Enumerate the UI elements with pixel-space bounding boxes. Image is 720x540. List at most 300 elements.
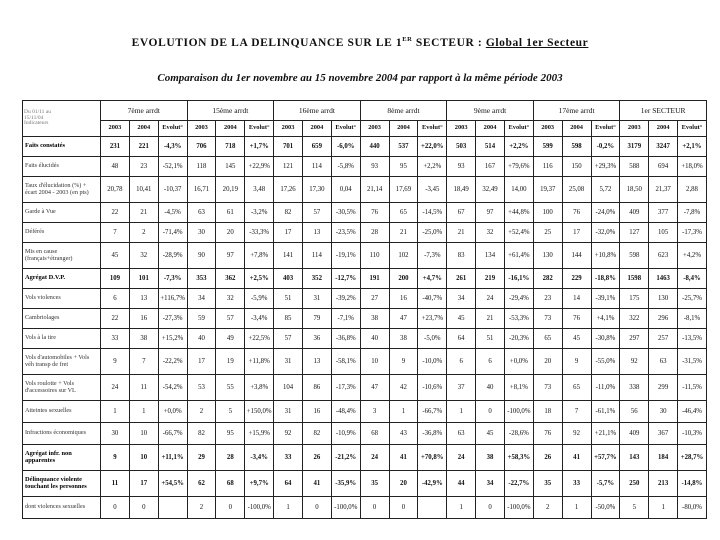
row-label: Déférés (23, 223, 101, 243)
table-cell: 23 (129, 157, 158, 177)
table-cell: -7,3% (418, 243, 447, 269)
subheader-cell: 2003 (447, 121, 476, 137)
table-cell: 0 (476, 401, 505, 423)
table-cell: 1 (101, 401, 130, 423)
corner-mid: 15/11/04 (24, 114, 44, 121)
table-cell: 57 (302, 203, 331, 223)
table-cell: 65 (533, 329, 562, 349)
table-cell: -58,1% (331, 349, 360, 375)
table-cell: -5,9% (245, 289, 274, 309)
group-header: 16ème arrdt (274, 101, 361, 121)
table-cell: 33 (562, 471, 591, 497)
table-cell: 102 (389, 243, 418, 269)
table-cell: 1598 (620, 269, 649, 289)
table-cell: 409 (620, 423, 649, 445)
table-cell: -12,7% (331, 269, 360, 289)
table-cell: 82 (274, 203, 303, 223)
table-cell: 76 (562, 309, 591, 329)
table-cell: 598 (620, 243, 649, 269)
table-cell: 64 (447, 329, 476, 349)
table-cell: 20,19 (216, 177, 245, 203)
table-cell: 9 (101, 445, 130, 471)
header-row-years (23, 121, 707, 137)
subheader-cell: 2004 (476, 121, 505, 137)
table-cell: 299 (649, 375, 678, 401)
table-cell: 17,69 (389, 177, 418, 203)
table-cell: 1 (562, 497, 591, 519)
table-cell: 26 (302, 445, 331, 471)
table-cell: 109 (101, 269, 130, 289)
table-cell: 0 (101, 497, 130, 519)
table-cell: +0,0% (158, 401, 187, 423)
table-cell: 1 (129, 401, 158, 423)
table-corner (23, 101, 101, 137)
table-cell: -13,5% (678, 329, 707, 349)
subheader-cell: 2004 (302, 121, 331, 137)
table-cell: 93 (360, 157, 389, 177)
table-cell: +15,9% (245, 423, 274, 445)
table-cell (158, 497, 187, 519)
table-cell: 57 (274, 329, 303, 349)
table-cell: 353 (187, 269, 216, 289)
table-cell: 55 (216, 375, 245, 401)
table-cell: 16 (129, 309, 158, 329)
table-cell: 26 (533, 445, 562, 471)
table-cell: 409 (620, 203, 649, 223)
row-label: Agrégat D.V.P. (23, 269, 101, 289)
table-cell: -11,5% (678, 375, 707, 401)
table-cell: +1,7% (245, 137, 274, 157)
table-row (23, 349, 707, 375)
table-cell: 2 (533, 497, 562, 519)
table-cell: 92 (562, 423, 591, 445)
table-cell: 1 (649, 497, 678, 519)
table-cell: 3247 (649, 137, 678, 157)
table-cell: -10,3% (678, 423, 707, 445)
table-cell: 0 (216, 497, 245, 519)
table-cell: 76 (562, 203, 591, 223)
group-header: 1er SECTEUR (620, 101, 707, 121)
row-label: Vols d'automobiles + Vols véh transp de fret (23, 349, 101, 375)
table-cell: 0 (302, 497, 331, 519)
table-cell: 95 (216, 423, 245, 445)
subheader-cell: 2004 (649, 121, 678, 137)
table-cell: -5,8% (331, 157, 360, 177)
subheader-cell: 2004 (389, 121, 418, 137)
table-cell: +22,0% (418, 137, 447, 157)
table-cell: -10,0% (418, 349, 447, 375)
table-cell: -22,7% (504, 471, 533, 497)
table-cell: -46,4% (678, 401, 707, 423)
table-cell: -0,2% (591, 137, 620, 157)
table-cell: 20 (533, 349, 562, 375)
table-cell: 659 (302, 137, 331, 157)
table-cell: 403 (274, 269, 303, 289)
table-cell: 56 (620, 401, 649, 423)
table-row (23, 269, 707, 289)
table-cell: 97 (476, 203, 505, 223)
table-cell: +3,8% (245, 375, 274, 401)
table-cell: +18,0% (678, 157, 707, 177)
table-cell: 73 (533, 375, 562, 401)
table-cell: +2,2% (418, 157, 447, 177)
table-cell: -3,2% (245, 203, 274, 223)
table-cell: +150,0% (245, 401, 274, 423)
row-label: Faits constatés (23, 137, 101, 157)
table-cell: 0 (129, 497, 158, 519)
table-cell: 2 (129, 223, 158, 243)
table-cell: +7,8% (245, 243, 274, 269)
row-label: Vols roulotte + Vols d'accessoires sur VL (23, 375, 101, 401)
table-cell: 21 (389, 223, 418, 243)
table-cell: -53,3% (504, 309, 533, 329)
table-cell: 32 (129, 243, 158, 269)
statistics-table (22, 100, 707, 519)
table-row (23, 329, 707, 349)
table-cell: 221 (129, 137, 158, 157)
table-cell: 19 (216, 349, 245, 375)
table-cell: 11 (101, 471, 130, 497)
table-cell: 9 (389, 349, 418, 375)
table-cell: +22,9% (245, 157, 274, 177)
table-cell: 229 (562, 269, 591, 289)
table-cell: 167 (476, 157, 505, 177)
subheader-cell: 2004 (216, 121, 245, 137)
table-row (23, 223, 707, 243)
subheader-cell: 2003 (533, 121, 562, 137)
table-cell: +22,5% (245, 329, 274, 349)
table-cell: 59 (187, 309, 216, 329)
table-cell: 352 (302, 269, 331, 289)
table-cell: 7 (562, 401, 591, 423)
table-cell: 17 (187, 349, 216, 375)
table-cell: 25 (533, 223, 562, 243)
table-cell: -32,0% (591, 223, 620, 243)
table-cell: 24 (360, 445, 389, 471)
table-cell: 105 (649, 223, 678, 243)
table-cell: 17 (562, 223, 591, 243)
table-cell: -66,7% (418, 401, 447, 423)
table-cell: 150 (562, 157, 591, 177)
table-cell: 49 (216, 329, 245, 349)
table-cell: 0 (389, 497, 418, 519)
table-cell: -54,2% (158, 375, 187, 401)
table-cell: -28,9% (158, 243, 187, 269)
table-cell: 51 (476, 329, 505, 349)
table-cell (418, 497, 447, 519)
table-cell: 95 (389, 157, 418, 177)
table-cell: +8,1% (504, 375, 533, 401)
table-cell: 14 (562, 289, 591, 309)
table-cell: 623 (649, 243, 678, 269)
table-cell: -3,4% (245, 309, 274, 329)
table-cell: 63 (447, 423, 476, 445)
table-cell: -5,0% (418, 329, 447, 349)
table-cell: 35 (533, 471, 562, 497)
table-cell: 3179 (620, 137, 649, 157)
table-cell: 30 (187, 223, 216, 243)
table-cell: 282 (533, 269, 562, 289)
table-cell: 21 (447, 223, 476, 243)
table-cell: +58,3% (504, 445, 533, 471)
table-cell: 13 (302, 223, 331, 243)
table-cell: 21 (476, 309, 505, 329)
row-label: Atteintes sexuelles (23, 401, 101, 423)
table-cell: 116 (533, 157, 562, 177)
table-cell: -10,9% (331, 423, 360, 445)
table-cell: 40 (187, 329, 216, 349)
table-cell: 31 (274, 401, 303, 423)
table-cell: 9 (101, 349, 130, 375)
table-cell: -100,0% (504, 401, 533, 423)
table-cell: -100,0% (245, 497, 274, 519)
table-cell: 34 (476, 471, 505, 497)
subheader-cell: Evolut° (591, 121, 620, 137)
table-cell: 2 (187, 401, 216, 423)
table-cell: 184 (649, 445, 678, 471)
table-cell: 76 (533, 423, 562, 445)
table-cell: 7 (129, 349, 158, 375)
table-cell: -35,9% (331, 471, 360, 497)
table-cell: -30,8% (591, 329, 620, 349)
document-title (0, 36, 720, 49)
table-cell: 261 (447, 269, 476, 289)
table-cell: -19,1% (331, 243, 360, 269)
row-label: Vols violences (23, 289, 101, 309)
table-cell: +21,1% (591, 423, 620, 445)
table-cell: 24 (476, 289, 505, 309)
table-cell: 145 (216, 157, 245, 177)
table-cell: 440 (360, 137, 389, 157)
table-cell: 718 (216, 137, 245, 157)
table-cell: 30 (101, 423, 130, 445)
table-cell: 63 (649, 349, 678, 375)
table-cell: -7,1% (331, 309, 360, 329)
subheader-cell: 2003 (187, 121, 216, 137)
table-cell: 28 (360, 223, 389, 243)
table-row (23, 471, 707, 497)
table-cell: 6 (447, 349, 476, 375)
table-cell: -52,1% (158, 157, 187, 177)
subheader-cell: 2003 (274, 121, 303, 137)
table-cell: 7 (101, 223, 130, 243)
group-header: 9ème arrdt (447, 101, 534, 121)
table-cell: 73 (533, 309, 562, 329)
table-cell: -21,2% (331, 445, 360, 471)
table-cell: +4,2% (678, 243, 707, 269)
table-cell: 28 (216, 445, 245, 471)
table-cell: 30 (649, 401, 678, 423)
table-cell: 29 (187, 445, 216, 471)
table-cell: 20,78 (101, 177, 130, 203)
table-row (23, 497, 707, 519)
header-row-groups (23, 101, 707, 121)
subheader-cell: 2004 (562, 121, 591, 137)
table-cell: -36,8% (331, 329, 360, 349)
table-cell: +2,5% (245, 269, 274, 289)
table-cell: 503 (447, 137, 476, 157)
table-cell: 6 (476, 349, 505, 375)
table-cell: -14,8% (678, 471, 707, 497)
table-cell: 17,30 (302, 177, 331, 203)
table-cell: 20 (216, 223, 245, 243)
table-cell: -11,0% (591, 375, 620, 401)
table-cell: 130 (649, 289, 678, 309)
table-cell: 377 (649, 203, 678, 223)
table-cell: 45 (562, 329, 591, 349)
table-cell: +29,3% (591, 157, 620, 177)
table-cell: +61,4% (504, 243, 533, 269)
table-cell: -55,0% (591, 349, 620, 375)
table-cell: 41 (562, 445, 591, 471)
table-cell: +116,7% (158, 289, 187, 309)
table-cell: 219 (476, 269, 505, 289)
table-cell: -4,5% (158, 203, 187, 223)
table-cell: -71,4% (158, 223, 187, 243)
table-cell: 144 (562, 243, 591, 269)
table-cell: 1 (389, 401, 418, 423)
subheader-cell: Evolut° (678, 121, 707, 137)
table-cell: 11 (129, 375, 158, 401)
row-label: dont violences sexuelles (23, 497, 101, 519)
table-cell: 33 (274, 445, 303, 471)
table-cell: 47 (389, 309, 418, 329)
table-cell: 47 (360, 375, 389, 401)
table-cell: 42 (389, 375, 418, 401)
table-cell: 67 (447, 203, 476, 223)
table-cell: 257 (649, 329, 678, 349)
table-cell: 114 (302, 157, 331, 177)
table-cell: 10 (129, 445, 158, 471)
table-cell: 20 (389, 471, 418, 497)
table-cell: 10,41 (129, 177, 158, 203)
table-cell: 86 (302, 375, 331, 401)
group-header: 15ème arrdt (187, 101, 274, 121)
table-cell: 191 (360, 269, 389, 289)
table-cell: 48 (101, 157, 130, 177)
table-cell: 10 (360, 349, 389, 375)
table-cell: -100,0% (504, 497, 533, 519)
table-cell: +54,5% (158, 471, 187, 497)
table-cell: 10 (129, 423, 158, 445)
table-cell: 64 (274, 471, 303, 497)
table-cell: 1463 (649, 269, 678, 289)
table-cell: 82 (187, 423, 216, 445)
table-cell: 0 (360, 497, 389, 519)
table-cell: -48,4% (331, 401, 360, 423)
table-cell: 6 (101, 289, 130, 309)
table-cell: 82 (302, 423, 331, 445)
table-cell: -8,4% (678, 269, 707, 289)
table-cell: +9,7% (245, 471, 274, 497)
document-subtitle: Comparaison du 1er novembre au 15 novembre 2004 par rapport à la même période 2003 (157, 72, 563, 84)
table-cell: -17,3% (331, 375, 360, 401)
table-cell: -66,7% (158, 423, 187, 445)
table-cell: -25,0% (418, 223, 447, 243)
row-label: Cambriolages (23, 309, 101, 329)
table-cell: 338 (620, 375, 649, 401)
table-cell: -29,4% (504, 289, 533, 309)
row-label: Garde à Vue (23, 203, 101, 223)
table-cell: 706 (187, 137, 216, 157)
table-cell: -31,5% (678, 349, 707, 375)
table-cell: 141 (274, 243, 303, 269)
table-cell: 250 (620, 471, 649, 497)
row-label: Mis en cause (français+étranger) (23, 243, 101, 269)
table-cell: 27 (360, 289, 389, 309)
table-cell: 22 (101, 203, 130, 223)
table-cell: 24 (447, 445, 476, 471)
table-cell: 143 (620, 445, 649, 471)
table-cell: 38 (360, 309, 389, 329)
table-row (23, 423, 707, 445)
table-cell: 17 (274, 223, 303, 243)
table-cell: 16 (302, 401, 331, 423)
table-cell: 38 (476, 445, 505, 471)
table-cell: -24,0% (591, 203, 620, 223)
group-header: 7ème arrdt (101, 101, 188, 121)
table-cell: 118 (187, 157, 216, 177)
table-cell: 130 (533, 243, 562, 269)
table-row (23, 137, 707, 157)
table-cell: +70,8% (418, 445, 447, 471)
table-cell: 17,26 (274, 177, 303, 203)
table-cell: -39,2% (331, 289, 360, 309)
table-cell: 38 (129, 329, 158, 349)
table-cell: 33 (101, 329, 130, 349)
subheader-cell: Evolut° (331, 121, 360, 137)
table-cell: 0 (476, 497, 505, 519)
table-cell: 17 (129, 471, 158, 497)
table-cell: +4,7% (418, 269, 447, 289)
subheader-cell: Evolut° (418, 121, 447, 137)
table-cell: +15,2% (158, 329, 187, 349)
table-cell: -7,3% (158, 269, 187, 289)
table-cell: 537 (389, 137, 418, 157)
row-label: Agrégat infr. non apparentes (23, 445, 101, 471)
table-cell: 45 (476, 423, 505, 445)
table-cell: +11,8% (245, 349, 274, 375)
table-cell: 701 (274, 137, 303, 157)
table-cell: 90 (187, 243, 216, 269)
table-cell: -23,5% (331, 223, 360, 243)
table-cell: 2,88 (678, 177, 707, 203)
table-row (23, 157, 707, 177)
table-row (23, 203, 707, 223)
table-cell: +79,6% (504, 157, 533, 177)
table-cell: 3 (360, 401, 389, 423)
table-cell: 31 (302, 289, 331, 309)
table-cell: 32 (476, 223, 505, 243)
table-cell: 51 (274, 289, 303, 309)
table-cell: -3,45 (418, 177, 447, 203)
table-cell: 41 (389, 445, 418, 471)
table-cell: 34 (447, 289, 476, 309)
table-cell: +23,7% (418, 309, 447, 329)
table-cell: -20,3% (504, 329, 533, 349)
row-label: Vols à la tire (23, 329, 101, 349)
row-label: Taux d'élucidation (%) + écart 2004 - 2003 (en pts) (23, 177, 101, 203)
table-cell: 114 (302, 243, 331, 269)
table-cell: 13 (302, 349, 331, 375)
table-cell: -8,1% (678, 309, 707, 329)
table-cell: 514 (476, 137, 505, 157)
table-cell: 37 (447, 375, 476, 401)
table-cell: 36 (302, 329, 331, 349)
table-cell: 40 (360, 329, 389, 349)
table-cell: 362 (216, 269, 245, 289)
table-cell: 1 (274, 497, 303, 519)
